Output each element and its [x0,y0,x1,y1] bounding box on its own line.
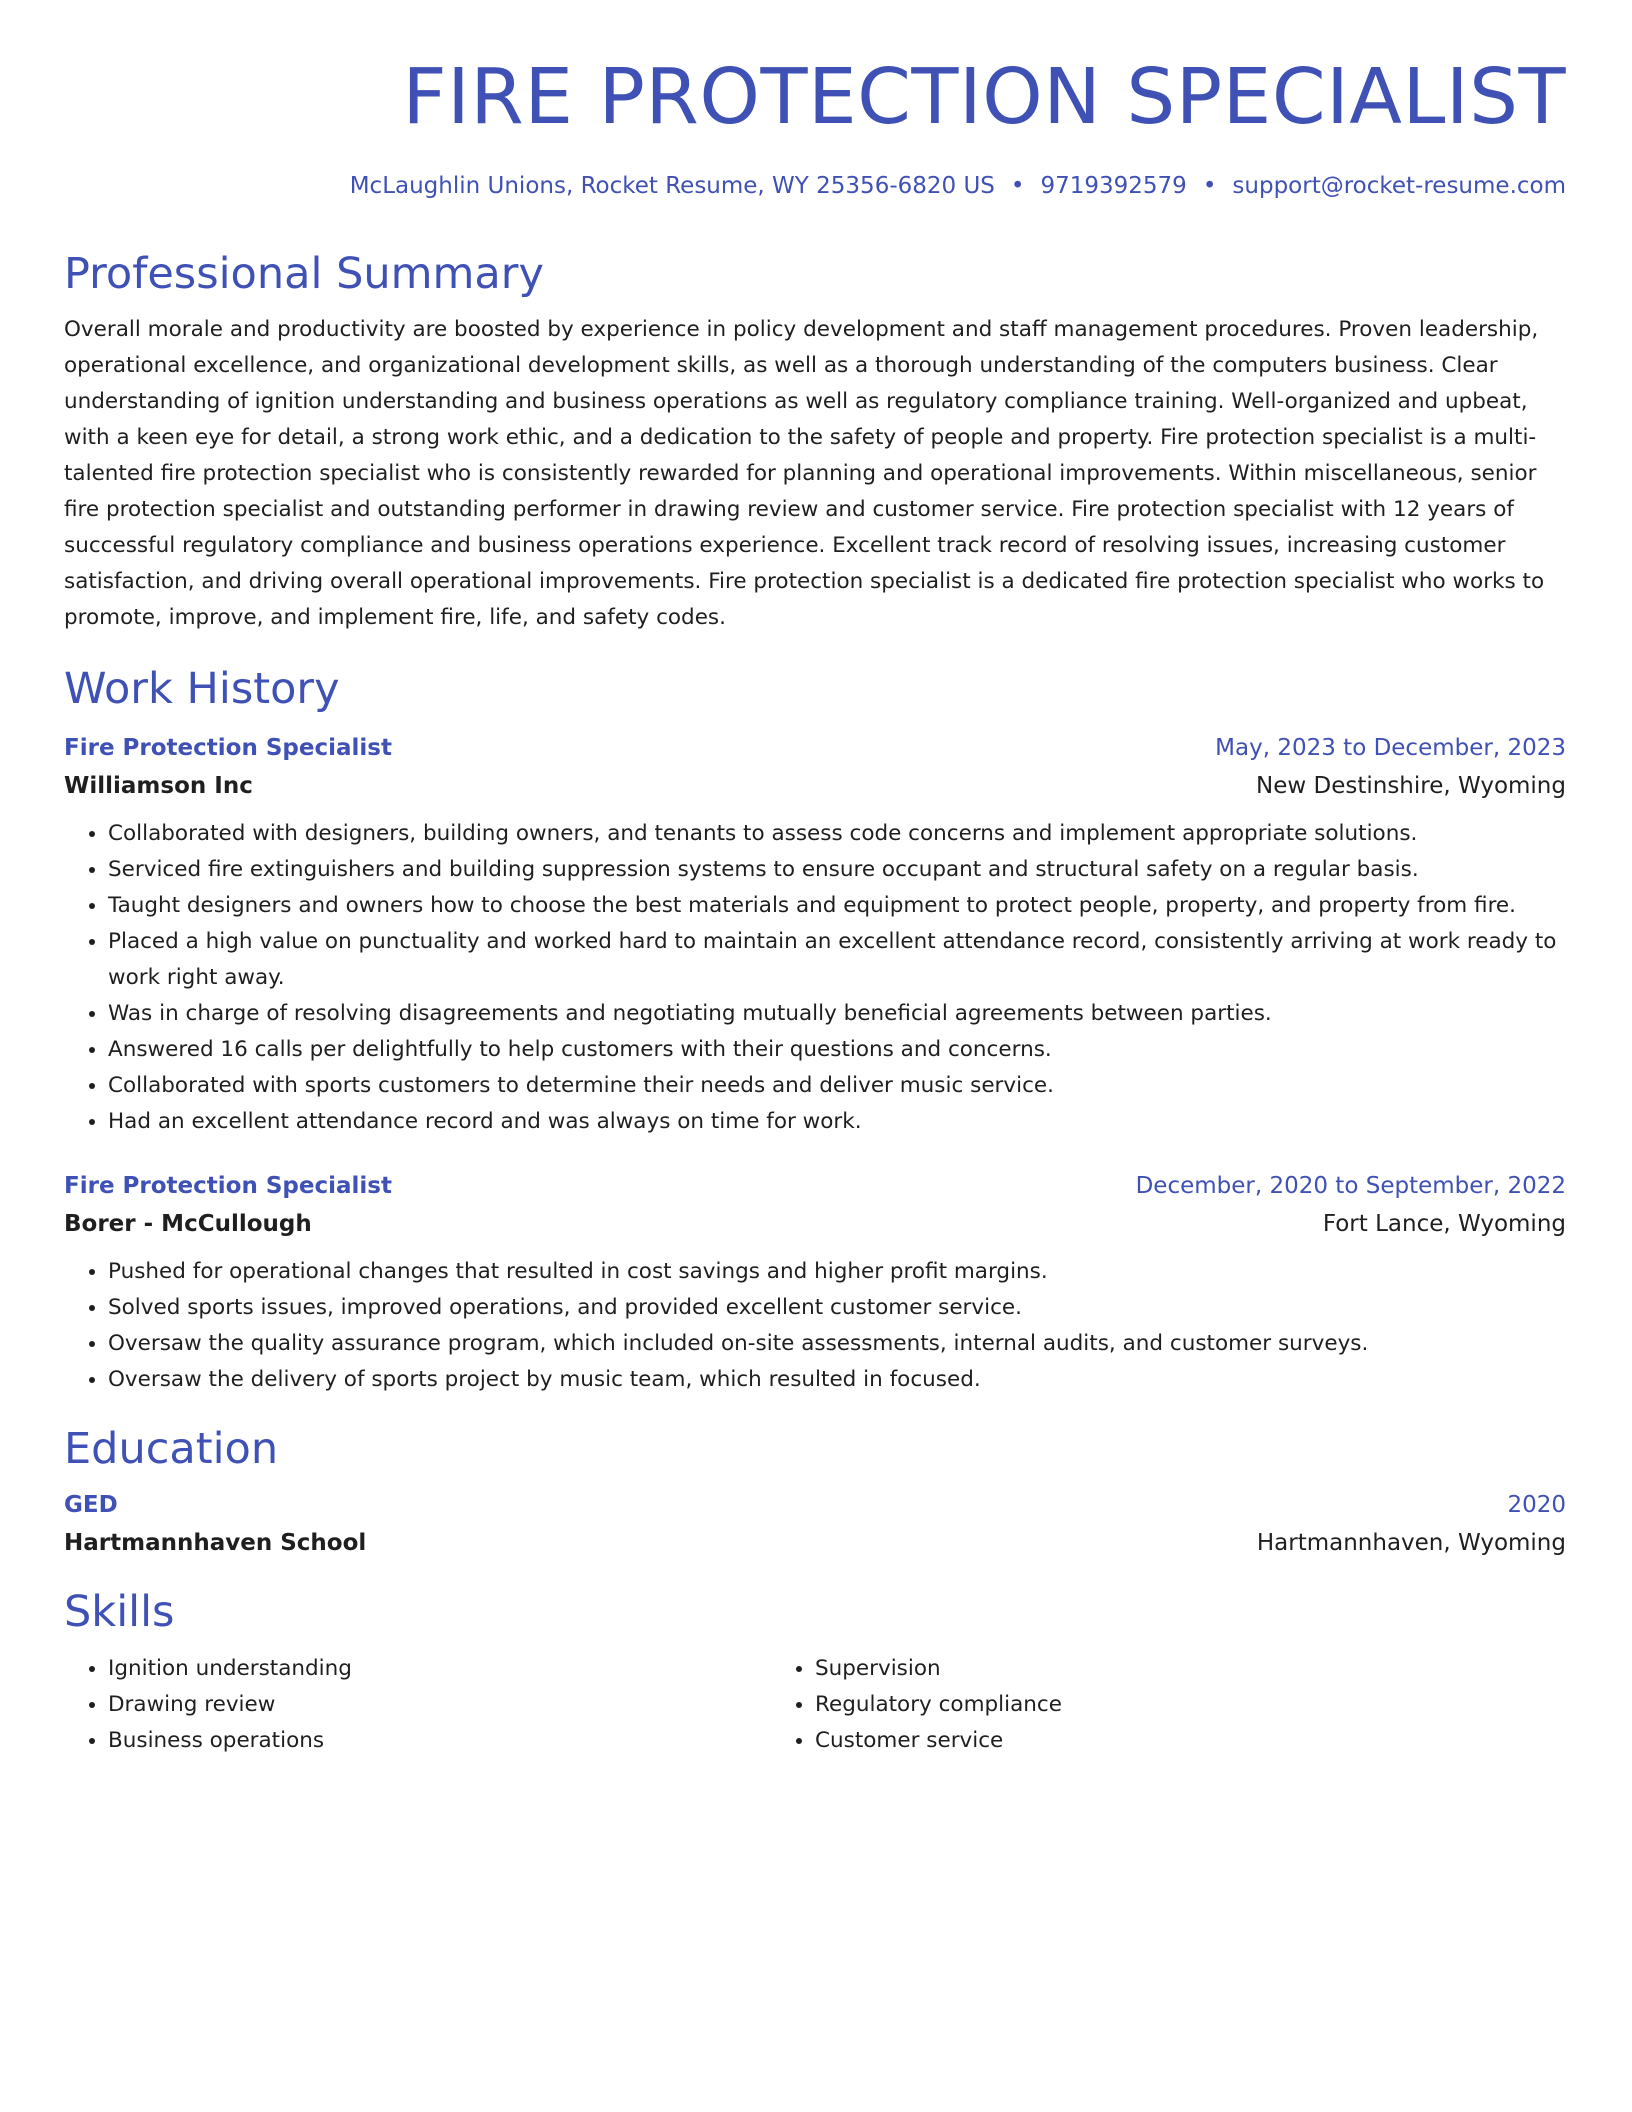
job-bullet: • Taught designers and owners how to choose the best materials and equipment to protect people, property, and property from fire. [108,888,1566,924]
section-title-summary: Professional Summary [64,248,544,299]
skill-item: • Drawing review [108,1687,771,1723]
job-bullet: • Serviced fire extinguishers and building suppression systems to ensure occupant and structural safety on a regular basis. [108,852,1566,888]
job-entry [64,730,1566,1140]
contact-line [64,173,1566,205]
resume-page [64,40,1566,1759]
section-title-work-history: Work History [64,664,340,715]
job-bullets [64,816,1566,1140]
job-company: Williamson Inc [64,772,253,799]
job-dates: May, 2023 to December, 2023 [1215,734,1566,761]
job-bullet: • Had an excellent attendance record and was always on time for work. [108,1104,1566,1140]
job-title: Fire Protection Specialist [64,1172,392,1199]
job-bullet: • Solved sports issues, improved operations, and provided excellent customer service. [108,1290,1566,1326]
job-dates: December, 2020 to September, 2022 [1135,1172,1566,1199]
job-bullets [64,1254,1566,1398]
education-year: 2020 [1507,1492,1566,1519]
job-bullet: • Collaborated with designers, building owners, and tenants to assess code concerns and implement appropriate solutions. [108,816,1566,852]
education-entry [64,1487,1566,1563]
section-title-education: Education [64,1423,279,1474]
job-bullet: • Was in charge of resolving disagreements and negotiating mutually beneficial agreements between parties. [108,996,1566,1032]
job-location: New Destinshire, Wyoming [1256,772,1566,799]
job-company: Borer - McCullough [64,1210,312,1237]
contact-phone: 9719392579 [1040,172,1187,199]
contact-separator: • [1010,172,1025,199]
education-school: Hartmannhaven School [64,1530,367,1557]
summary-text: Overall morale and productivity are boosted by experience in policy development and staff management procedures. Proven leadership, operational excellence, and organizational development skills, as well as a thorough understanding of the computers business. Clear understanding of ignition understanding and business operations as well as regulatory compliance training. Well-organized and upbeat, with a keen eye for detail, a strong work ethic, and a dedication to the safety of people and property. Fire protection specialist is a multi-talented fire protection specialist who is consistently rewarded for planning and operational improvements. Within miscellaneous, senior fire protection specialist and outstanding performer in drawing review and customer service. Fire protection specialist with 12 years of successful regulatory compliance and business operations experience. Excellent track record of resolving issues, increasing customer satisfaction, and driving overall operational improvements. Fire protection specialist is a dedicated fire protection specialist who works to promote, improve, and implement fire, life, and safety codes. [64,317,1545,631]
skills-list [64,1651,1566,1759]
job-bullet: • Pushed for operational changes that resulted in cost savings and higher profit margins. [108,1254,1566,1290]
skill-item: • Ignition understanding [108,1651,771,1687]
contact-separator: • [1202,172,1217,199]
skill-item: • Customer service [815,1723,1478,1759]
job-location: Fort Lance, Wyoming [1322,1210,1566,1237]
job-bullet: • Answered 16 calls per delightfully to help customers with their questions and concerns. [108,1032,1566,1068]
education-degree: GED [64,1492,118,1519]
contact-email[interactable]: support@rocket-resume.com [1232,172,1566,199]
skill-item: • Supervision [815,1651,1478,1687]
skill-item: • Regulatory compliance [815,1687,1478,1723]
education-location: Hartmannhaven, Wyoming [1256,1530,1566,1557]
job-bullet: • Placed a high value on punctuality and worked hard to maintain an excellent attendance record, consistently arriving at work ready to work right away. [108,924,1566,996]
job-bullet: • Collaborated with sports customers to determine their needs and deliver music service. [108,1068,1566,1104]
skills-column-left [64,1651,771,1759]
section-title-skills: Skills [64,1587,175,1638]
job-bullet: • Oversaw the quality assurance program, which included on-site assessments, internal audits, and customer surveys. [108,1326,1566,1362]
skill-item: • Business operations [108,1723,771,1759]
contact-address: McLaughlin Unions, Rocket Resume, WY 25356-6820 US [349,172,995,199]
job-entry [64,1168,1566,1398]
job-bullet: • Oversaw the delivery of sports project by music team, which resulted in focused. [108,1362,1566,1398]
job-title: Fire Protection Specialist [64,734,392,761]
skills-column-right [771,1651,1478,1759]
resume-name: FIRE PROTECTION SPECIALIST [402,53,1566,142]
